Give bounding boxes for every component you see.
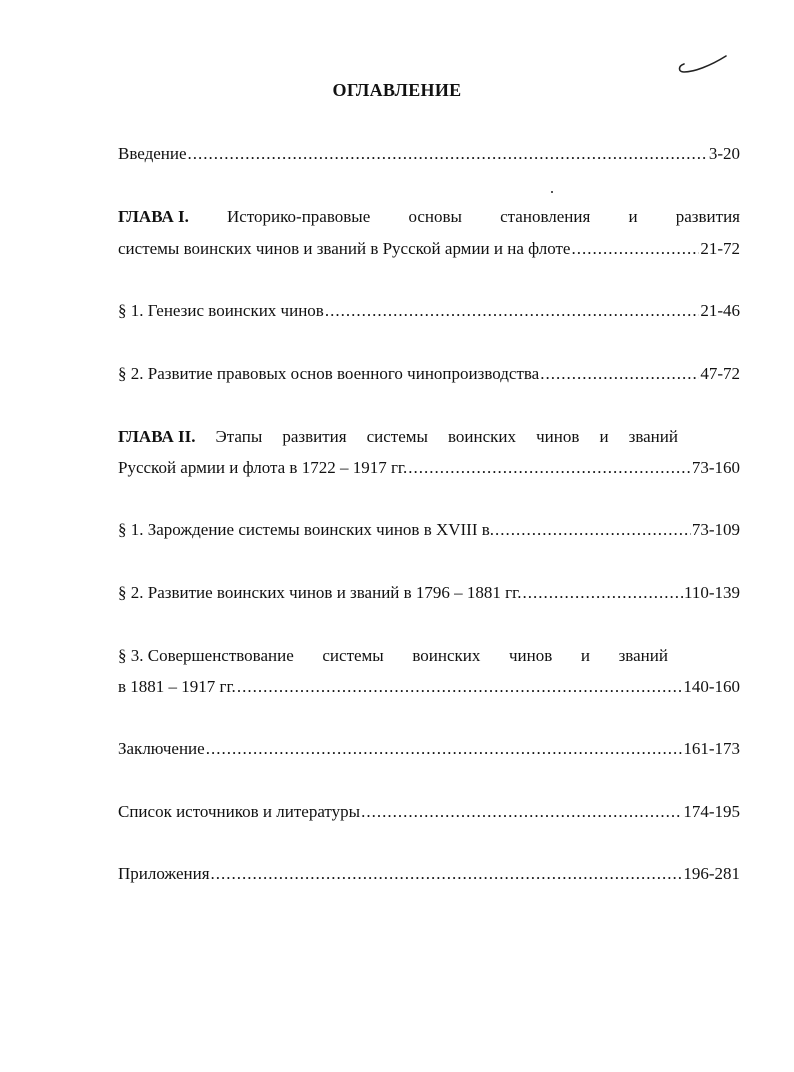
toc-chapter-1-line-1 xyxy=(118,207,740,227)
toc-entry-ch2-section-1 xyxy=(118,520,740,540)
toc-leader-dots xyxy=(237,677,683,697)
toc-page-range: 174-195 xyxy=(683,802,740,821)
toc-word: развития xyxy=(282,427,347,446)
toc-label: Список источников и литературы xyxy=(118,802,361,821)
toc-label: § 2. Развитие правовых основ военного чинопроизводства xyxy=(118,364,540,383)
toc-ch2-section-3-line-1 xyxy=(118,646,668,666)
toc-leader-dots xyxy=(206,739,683,759)
toc-word: Этапы xyxy=(215,427,263,446)
toc-page-range: 73-109 xyxy=(691,520,740,539)
toc-entry-chapter-2 xyxy=(118,427,740,478)
toc-entry-sources xyxy=(118,802,740,822)
toc-label: Русской армии и флота в 1722 – 1917 гг. xyxy=(118,458,408,477)
toc-label: в 1881 – 1917 гг. xyxy=(118,677,236,696)
toc-word: званий xyxy=(628,427,678,446)
scan-speck xyxy=(551,191,553,193)
toc-word: становления xyxy=(500,207,591,226)
toc-word: воинских xyxy=(412,646,481,665)
toc-entry-intro xyxy=(118,144,740,164)
toc-page-range: 161-173 xyxy=(683,739,740,758)
toc-entry-appendix xyxy=(118,864,740,884)
toc-leader-dots xyxy=(522,583,683,603)
toc-word: системы xyxy=(366,427,428,446)
toc-word: § 3. Совершенствование xyxy=(118,646,294,665)
toc-word: основы xyxy=(408,207,462,226)
toc-leader-dots xyxy=(495,520,691,540)
toc-word: званий xyxy=(618,646,668,665)
toc-word: и xyxy=(599,427,609,446)
toc-label: § 1. Генезис воинских чинов xyxy=(118,301,324,320)
toc-entry-ch1-section-1 xyxy=(118,301,740,321)
toc-word: чинов xyxy=(508,646,553,665)
toc-label: § 1. Зарождение системы воинских чинов в XVIII в. xyxy=(118,520,495,539)
toc-leader-dots xyxy=(408,458,691,478)
toc-leader-dots xyxy=(211,864,683,884)
toc-label: Введение xyxy=(118,144,187,163)
toc-label: § 2. Развитие воинских чинов и званий в 1796 – 1881 гг. xyxy=(118,583,522,602)
toc-page-range: 3-20 xyxy=(708,144,740,163)
toc-entry-conclusion xyxy=(118,739,740,759)
toc-label: системы воинских чинов и званий в Русской армии и на флоте xyxy=(118,239,571,258)
toc-leader-dots xyxy=(361,802,682,822)
toc-entry-ch1-section-2 xyxy=(118,364,740,384)
toc-word: системы xyxy=(322,646,384,665)
toc-page-range: 73-160 xyxy=(691,458,740,477)
toc-chapter-2-line-1 xyxy=(118,427,678,447)
toc-page-range: 110-139 xyxy=(683,583,740,602)
handwritten-checkmark-icon xyxy=(674,52,732,78)
toc-page-range: 21-72 xyxy=(700,239,740,258)
toc-leader-dots xyxy=(571,239,699,259)
chapter-prefix: ГЛАВА II. xyxy=(118,427,196,446)
toc-label: Заключение xyxy=(118,739,205,758)
toc-page-range: 47-72 xyxy=(700,364,740,383)
toc-word: и xyxy=(580,646,590,665)
toc-leader-dots xyxy=(325,301,700,321)
toc-entry-ch2-section-3 xyxy=(118,646,740,697)
toc-entry-ch2-section-2 xyxy=(118,583,740,603)
toc-word: чинов xyxy=(536,427,580,446)
toc-word: воинских xyxy=(448,427,517,446)
toc-page-range: 196-281 xyxy=(683,864,740,883)
toc-leader-dots xyxy=(540,364,699,384)
toc-page-range: 140-160 xyxy=(683,677,740,696)
toc-word: Историко-правовые xyxy=(227,207,371,226)
toc-page-range: 21-46 xyxy=(700,301,740,320)
chapter-prefix: ГЛАВА I. xyxy=(118,207,189,226)
toc-entry-chapter-1 xyxy=(118,207,740,259)
page-title: ОГЛАВЛЕНИЕ xyxy=(332,80,462,100)
toc-word: и xyxy=(628,207,638,226)
toc-label: Приложения xyxy=(118,864,210,883)
toc-leader-dots xyxy=(188,144,708,164)
toc-word: развития xyxy=(675,207,740,226)
